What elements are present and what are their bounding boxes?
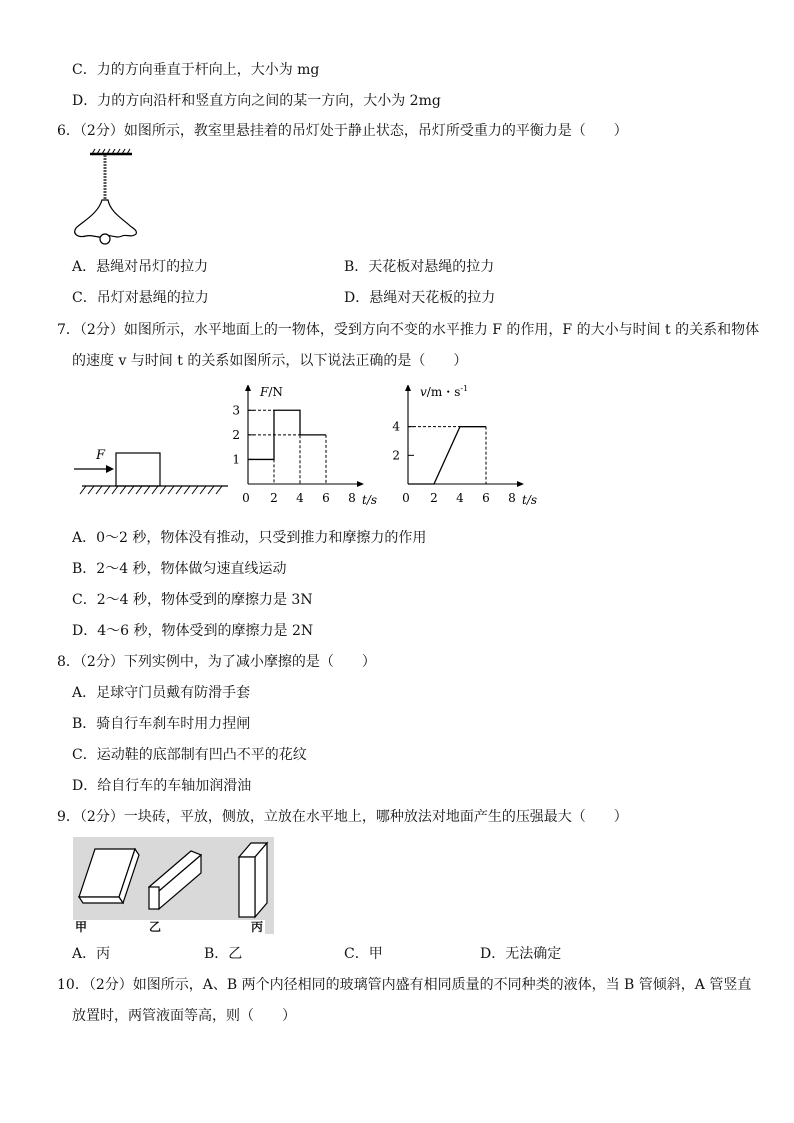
x-axis-arrow bbox=[517, 481, 524, 487]
q9-option-a: A．丙 bbox=[72, 946, 111, 962]
x-tick-label: 8 bbox=[348, 491, 356, 505]
y-tick-label: 1 bbox=[232, 452, 240, 467]
question-6-stem: 6．（2分）如图所示，教室里悬挂着的吊灯处于静止状态，吊灯所受重力的平衡力是（ ） bbox=[57, 123, 628, 139]
y-axis-label bbox=[420, 385, 468, 399]
y-axis-label-unit: /N bbox=[268, 385, 283, 399]
force-time-chart bbox=[226, 385, 386, 515]
brick-label-yi: 乙 bbox=[149, 920, 162, 934]
q9-option-d: D．无法确定 bbox=[480, 946, 562, 962]
option-d: D．力的方向沿杆和竖直方向之间的某一方向，大小为 2mg bbox=[72, 93, 441, 109]
y-axis-arrow bbox=[405, 385, 411, 391]
force-label: F bbox=[96, 448, 106, 463]
question-10-stem-line2: 放置时，两管液面等高，则（ ） bbox=[72, 1008, 296, 1024]
x-axis-arrow bbox=[357, 481, 364, 487]
q9-option-c: C．甲 bbox=[344, 946, 383, 962]
q9-option-b: B．乙 bbox=[204, 946, 243, 962]
y-axis-label-var: v bbox=[420, 385, 427, 399]
x-tick-label: 4 bbox=[296, 491, 304, 505]
y-axis-label-sup: -1 bbox=[460, 385, 469, 393]
y-tick-label: 2 bbox=[232, 427, 240, 442]
x-tick-label: 8 bbox=[508, 491, 516, 505]
q6-option-b: B．天花板对悬绳的拉力 bbox=[344, 259, 495, 275]
x-axis-label: t/s bbox=[522, 493, 538, 507]
bricks-figure bbox=[73, 837, 274, 934]
x-tick-label: 2 bbox=[430, 491, 438, 505]
q7-option-b: B．2～4 秒，物体做匀速直线运动 bbox=[72, 561, 287, 577]
q8-option-c: C．运动鞋的底部制有凹凸不平的花纹 bbox=[72, 747, 307, 763]
y-axis-label bbox=[259, 385, 283, 399]
q7-option-a: A．0～2 秒，物体没有推动，只受到推力和摩擦力的作用 bbox=[72, 530, 427, 546]
question-7-stem-line1: 7．（2分）如图所示，水平地面上的一物体，受到方向不变的水平推力 F 的作用，F 的大小与时间 t 的关系和物体 bbox=[57, 322, 760, 338]
x-tick-label: 4 bbox=[456, 491, 464, 505]
q8-option-d: D．给自行车的车轴加润滑油 bbox=[72, 778, 252, 794]
x-tick-label: 6 bbox=[322, 491, 330, 505]
y-tick-label: 2 bbox=[392, 448, 400, 463]
y-tick-label: 4 bbox=[392, 419, 400, 434]
question-9-stem: 9．（2分）一块砖，平放，侧放，立放在水平地上，哪种放法对地面产生的压强最大（ ） bbox=[57, 809, 628, 825]
data-series-line bbox=[408, 427, 486, 484]
brick-label-bing: 丙 bbox=[169, 920, 265, 934]
q8-option-a: A．足球守门员戴有防滑手套 bbox=[72, 685, 251, 701]
question-7-stem-line2: 的速度 v 与时间 t 的关系如图所示，以下说法正确的是（ ） bbox=[72, 353, 468, 369]
x-axis-label: t/s bbox=[362, 493, 378, 507]
hanging-lamp-figure bbox=[70, 148, 150, 248]
q7-option-c: C．2～4 秒，物体受到的摩擦力是 3N bbox=[72, 592, 313, 608]
question-10-stem-line1: 10．（2分）如图所示，A、B 两个内径相同的玻璃管内盛有相同质量的不同种类的液体，当 B 管倾斜，A 管竖直 bbox=[57, 977, 752, 993]
option-c: C．力的方向垂直于杆向上，大小为 mg bbox=[72, 62, 320, 78]
x-tick-label: 2 bbox=[270, 491, 278, 505]
origin-label: 0 bbox=[242, 491, 250, 505]
y-axis-arrow bbox=[245, 385, 251, 391]
velocity-time-chart bbox=[388, 385, 558, 515]
q6-option-d: D．悬绳对天花板的拉力 bbox=[344, 290, 496, 306]
y-axis-label-unit: /m・s bbox=[426, 385, 461, 399]
question-8-stem: 8．（2分）下列实例中，为了减小摩擦的是（ ） bbox=[57, 654, 376, 670]
block-on-ground-figure bbox=[72, 440, 232, 500]
q6-option-c: C．吊灯对悬绳的拉力 bbox=[72, 290, 209, 306]
y-tick-label: 3 bbox=[232, 403, 240, 418]
origin-label: 0 bbox=[402, 491, 410, 505]
q6-option-a: A．悬绳对吊灯的拉力 bbox=[72, 259, 209, 275]
brick-label-jia: 甲 bbox=[73, 920, 169, 934]
q8-option-b: B．骑自行车刹车时用力捏闸 bbox=[72, 716, 251, 732]
x-tick-label: 6 bbox=[482, 491, 490, 505]
y-axis-label-var: F bbox=[260, 385, 269, 399]
q7-option-d: D．4～6 秒，物体受到的摩擦力是 2N bbox=[72, 623, 314, 639]
